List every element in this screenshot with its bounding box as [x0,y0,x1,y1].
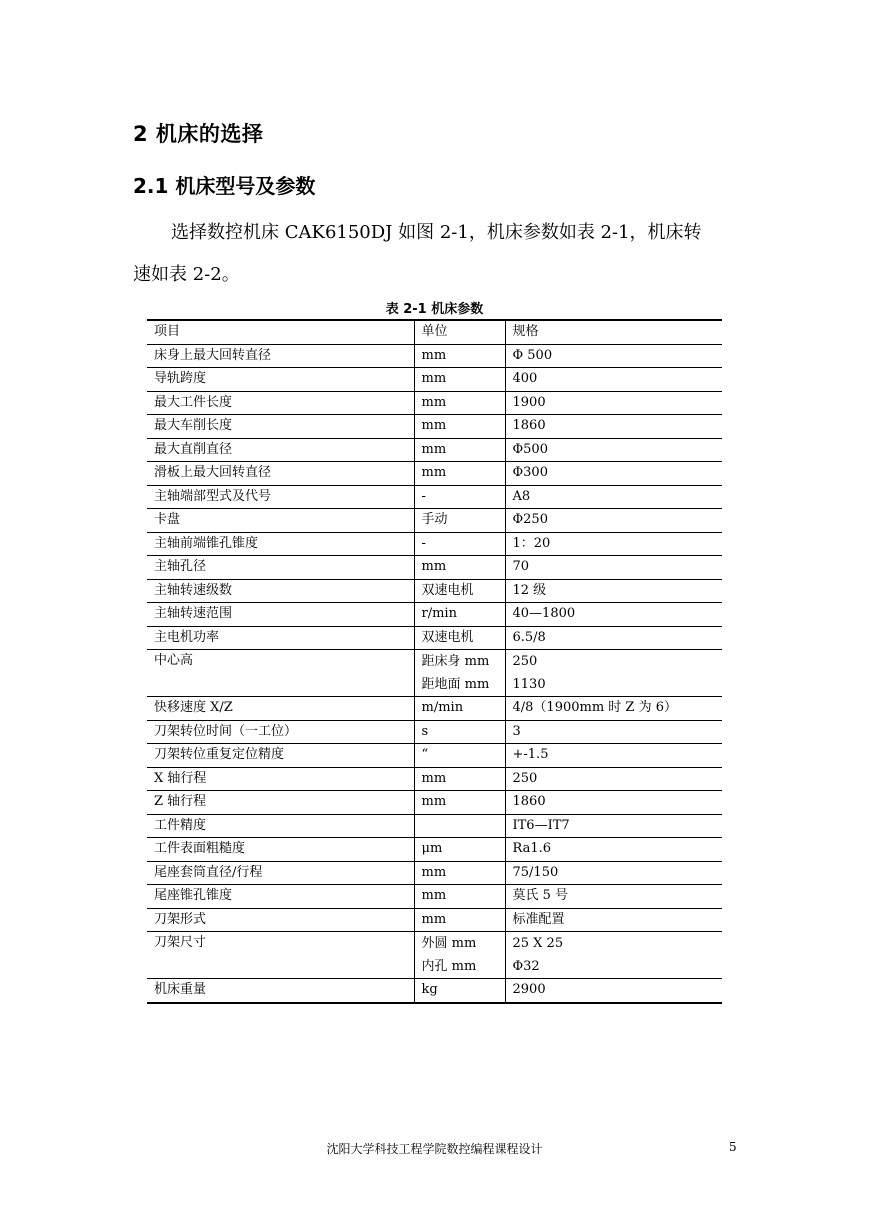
cell-spec: 标准配置 [505,908,722,932]
cell-spec: 1860 [505,415,722,439]
cell-unit: “ [414,744,505,768]
cell-unit: mm [414,368,505,392]
cell-unit: mm [414,767,505,791]
cell-unit: - [414,485,505,509]
body-paragraph [133,212,743,296]
cell-item: 中心高 [147,650,414,697]
cell-unit [414,650,505,697]
cell-unit [414,814,505,838]
cell-unit: s [414,720,505,744]
cell-unit: kg [414,979,505,1003]
cell-spec: Ra1.6 [505,838,722,862]
table-row [147,485,722,509]
cell-spec-line: 250 [512,654,538,669]
cell-spec: 12 级 [505,579,722,603]
cell-unit: m/min [414,697,505,721]
cell-spec: Φ300 [505,462,722,486]
cell-item: 导轨跨度 [147,368,414,392]
cell-item: X 轴行程 [147,767,414,791]
page-footer: 沈阳大学科技工程学院数控编程课程设计 [326,1142,543,1156]
cell-unit: mm [414,861,505,885]
cell-unit: mm [414,391,505,415]
cell-item: 尾座套筒直径/行程 [147,861,414,885]
cell-spec: 3 [505,720,722,744]
cell-spec [505,932,722,979]
table-row [147,744,722,768]
cell-item: 刀架转位重复定位精度 [147,744,414,768]
cell-unit: mm [414,344,505,368]
cell-spec-line: 25 X 25 [512,936,564,951]
cell-spec: 250 [505,767,722,791]
cell-spec: +-1.5 [505,744,722,768]
cell-spec [505,650,722,697]
cell-item: 工件表面粗糙度 [147,838,414,862]
table-row [147,861,722,885]
paragraph-text-1: 选择数控机床 CAK6150DJ 如图 2-1，机床参数如表 2-1，机床转 [171,222,702,243]
header-unit: 单位 [414,320,505,344]
cell-item: 主轴转速级数 [147,579,414,603]
table-row [147,532,722,556]
cell-unit: mm [414,908,505,932]
table-row [147,814,722,838]
section-heading: 2.1 机床型号及参数 [133,174,316,198]
table-row [147,438,722,462]
cell-spec: Φ 500 [505,344,722,368]
cell-unit-line: 内孔 mm [421,959,477,974]
cell-unit: - [414,532,505,556]
cell-item: 主轴端部型式及代号 [147,485,414,509]
table-header-row [147,320,722,344]
cell-unit: mm [414,415,505,439]
table-row [147,344,722,368]
table-row [147,767,722,791]
table-row [147,626,722,650]
machine-parameters-table [147,319,722,1004]
cell-unit: r/min [414,603,505,627]
cell-unit: mm [414,556,505,580]
table-row [147,391,722,415]
cell-item: 机床重量 [147,979,414,1003]
table-row [147,838,722,862]
table-row [147,462,722,486]
cell-spec: 40—1800 [505,603,722,627]
cell-item: 快移速度 X/Z [147,697,414,721]
cell-item: 主电机功率 [147,626,414,650]
cell-item: 尾座锥孔锥度 [147,885,414,909]
table-row [147,908,722,932]
table-row [147,979,722,1003]
cell-item: 刀架转位时间（一工位） [147,720,414,744]
cell-spec: 2900 [505,979,722,1003]
cell-unit: mm [414,885,505,909]
page-number: 5 [729,1140,737,1154]
chapter-heading: 2 机床的选择 [133,122,264,146]
cell-spec: Φ250 [505,509,722,533]
cell-unit: mm [414,438,505,462]
cell-unit-line: 距床身 mm [421,654,490,669]
paragraph-line-2: 速如表 2-2。 [133,264,240,285]
table-caption: 表 2-1 机床参数 [385,302,484,317]
cell-item: 刀架形式 [147,908,414,932]
cell-spec: A8 [505,485,722,509]
cell-spec: 70 [505,556,722,580]
cell-item: Z 轴行程 [147,791,414,815]
cell-unit-line: 距地面 mm [421,677,490,692]
cell-unit: mm [414,791,505,815]
cell-item: 床身上最大回转直径 [147,344,414,368]
table-row [147,415,722,439]
cell-spec-line: Φ32 [512,959,540,974]
cell-spec-line: 1130 [512,677,546,692]
cell-spec: 4/8（1900mm 时 Z 为 6） [505,697,722,721]
table-row [147,368,722,392]
cell-spec: IT6—IT7 [505,814,722,838]
cell-spec: 400 [505,368,722,392]
cell-spec: 75/150 [505,861,722,885]
table-row [147,556,722,580]
cell-item: 主轴前端锥孔锥度 [147,532,414,556]
cell-unit [414,932,505,979]
cell-spec: 1：20 [505,532,722,556]
table-row [147,885,722,909]
cell-item: 最大车削长度 [147,415,414,439]
table-row [147,791,722,815]
header-spec: 规格 [505,320,722,344]
cell-unit: 手动 [414,509,505,533]
cell-spec: 莫氏 5 号 [505,885,722,909]
cell-unit: mm [414,462,505,486]
cell-item: 主轴孔径 [147,556,414,580]
cell-item: 最大直削直径 [147,438,414,462]
cell-unit-line: 外圆 mm [421,936,477,951]
cell-item: 滑板上最大回转直径 [147,462,414,486]
cell-item: 主轴转速范围 [147,603,414,627]
cell-spec: 6.5/8 [505,626,722,650]
cell-unit: μm [414,838,505,862]
table-row [147,650,722,697]
cell-spec: 1860 [505,791,722,815]
cell-item: 最大工件长度 [147,391,414,415]
cell-item: 卡盘 [147,509,414,533]
paragraph-line-1 [133,212,743,254]
cell-unit: 双速电机 [414,579,505,603]
cell-item: 刀架尺寸 [147,932,414,979]
table-row [147,697,722,721]
table-row [147,579,722,603]
header-item: 项目 [147,320,414,344]
cell-spec: Φ500 [505,438,722,462]
table-row [147,509,722,533]
cell-item: 工件精度 [147,814,414,838]
table-row [147,603,722,627]
cell-spec: 1900 [505,391,722,415]
cell-unit: 双速电机 [414,626,505,650]
table-row [147,720,722,744]
table-row [147,932,722,979]
